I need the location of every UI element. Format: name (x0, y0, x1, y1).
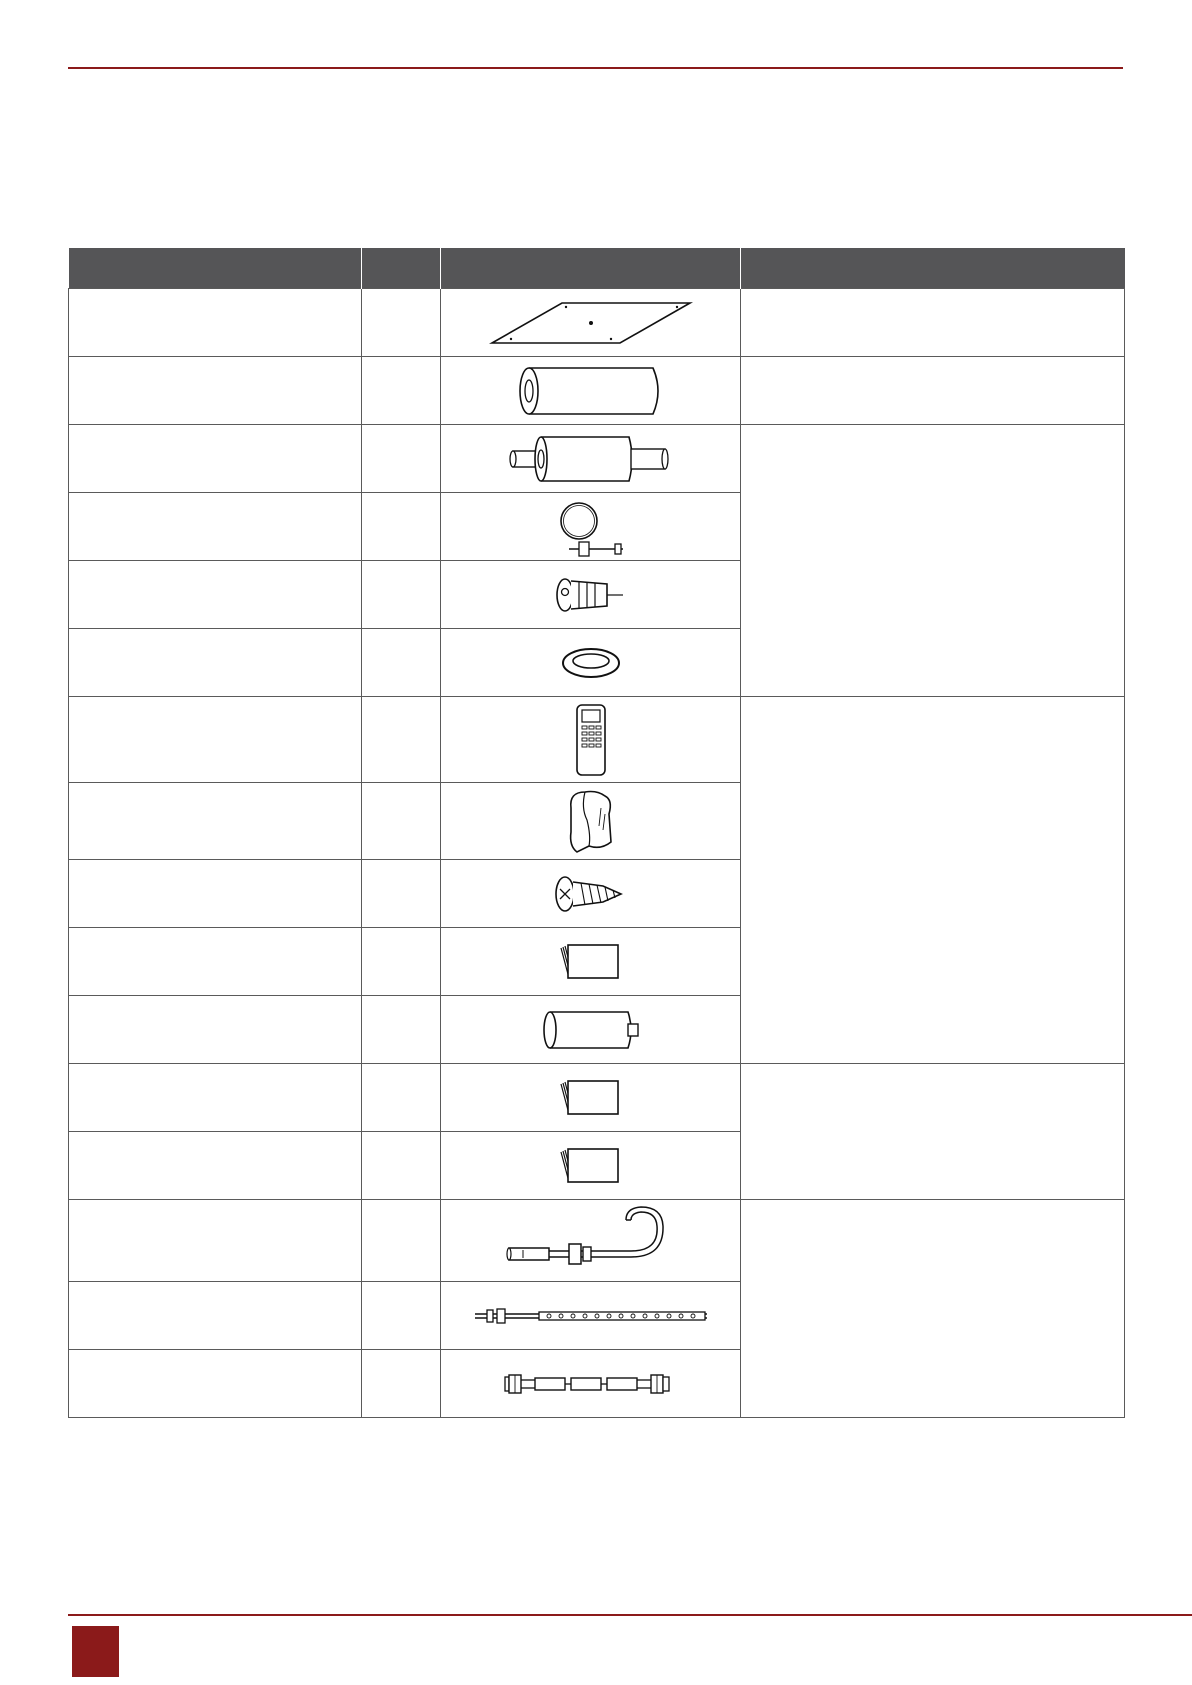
row-picture (441, 493, 741, 561)
row-picture (441, 561, 741, 629)
table-row (69, 1064, 1125, 1132)
row-name (69, 1132, 362, 1200)
row-picture (441, 1064, 741, 1132)
row-qty (362, 1132, 441, 1200)
group-note (741, 697, 1125, 1064)
accessories-table (68, 248, 1125, 1418)
table-row (69, 357, 1125, 425)
paper-template-icon (476, 297, 706, 349)
connecting-pipe-icon (501, 1369, 681, 1399)
row-note (741, 289, 1125, 357)
row-name (69, 783, 362, 860)
row-name (69, 1350, 362, 1418)
header-picture (441, 248, 741, 289)
row-name (69, 928, 362, 996)
row-name (69, 697, 362, 783)
section-heading (68, 130, 1123, 154)
group-note (741, 1064, 1125, 1200)
bottom-rule (68, 1614, 1192, 1616)
rubber-ring-icon (556, 644, 626, 682)
row-picture (441, 1282, 741, 1350)
row-name (69, 561, 362, 629)
manual-icon (556, 1078, 626, 1118)
row-picture (441, 783, 741, 860)
group-note (741, 425, 1125, 697)
drain-insulation-icon (501, 431, 681, 487)
pipe-clamp-icon (551, 497, 631, 557)
row-picture (441, 928, 741, 996)
row-qty (362, 697, 441, 783)
row-name (69, 357, 362, 425)
header-qty (362, 248, 441, 289)
row-qty (362, 1200, 441, 1282)
row-name (69, 1200, 362, 1282)
battery-icon (536, 1007, 646, 1053)
row-name (69, 493, 362, 561)
row-name (69, 996, 362, 1064)
page-number-tab (72, 1626, 119, 1677)
row-qty (362, 783, 441, 860)
row-picture (441, 1200, 741, 1282)
screw-icon (551, 871, 631, 917)
group-note (741, 1200, 1125, 1418)
row-name (69, 860, 362, 928)
row-name (69, 289, 362, 357)
row-picture (441, 629, 741, 697)
row-picture (441, 357, 741, 425)
table-row (69, 1200, 1125, 1282)
row-name (69, 1064, 362, 1132)
flare-nut-icon (551, 572, 631, 618)
row-picture (441, 1132, 741, 1200)
row-picture (441, 289, 741, 357)
row-qty (362, 425, 441, 493)
table-row (69, 425, 1125, 493)
row-qty (362, 1282, 441, 1350)
row-qty (362, 629, 441, 697)
row-qty (362, 493, 441, 561)
remote-controller-icon (571, 702, 611, 778)
table-row (69, 289, 1125, 357)
row-qty (362, 289, 441, 357)
header-note (741, 248, 1125, 289)
manual-icon (556, 942, 626, 982)
row-picture (441, 1350, 741, 1418)
row-qty (362, 860, 441, 928)
row-picture (441, 860, 741, 928)
row-name (69, 425, 362, 493)
row-qty (362, 357, 441, 425)
row-picture (441, 996, 741, 1064)
insulation-sleeve-icon (511, 364, 671, 418)
row-name (69, 1282, 362, 1350)
header-name (69, 248, 362, 289)
manual-icon (556, 1146, 626, 1186)
row-qty (362, 996, 441, 1064)
expansion-hook-bolt-icon (501, 1206, 681, 1276)
row-name (69, 629, 362, 697)
row-qty (362, 1064, 441, 1132)
row-note (741, 357, 1125, 425)
remote-holder-icon (561, 786, 621, 856)
row-qty (362, 561, 441, 629)
row-qty (362, 928, 441, 996)
row-picture (441, 425, 741, 493)
row-qty (362, 1350, 441, 1418)
top-rule (68, 67, 1123, 69)
table-row (69, 697, 1125, 783)
hanging-rod-icon (471, 1304, 711, 1328)
row-picture (441, 697, 741, 783)
table-header-row (69, 248, 1125, 289)
